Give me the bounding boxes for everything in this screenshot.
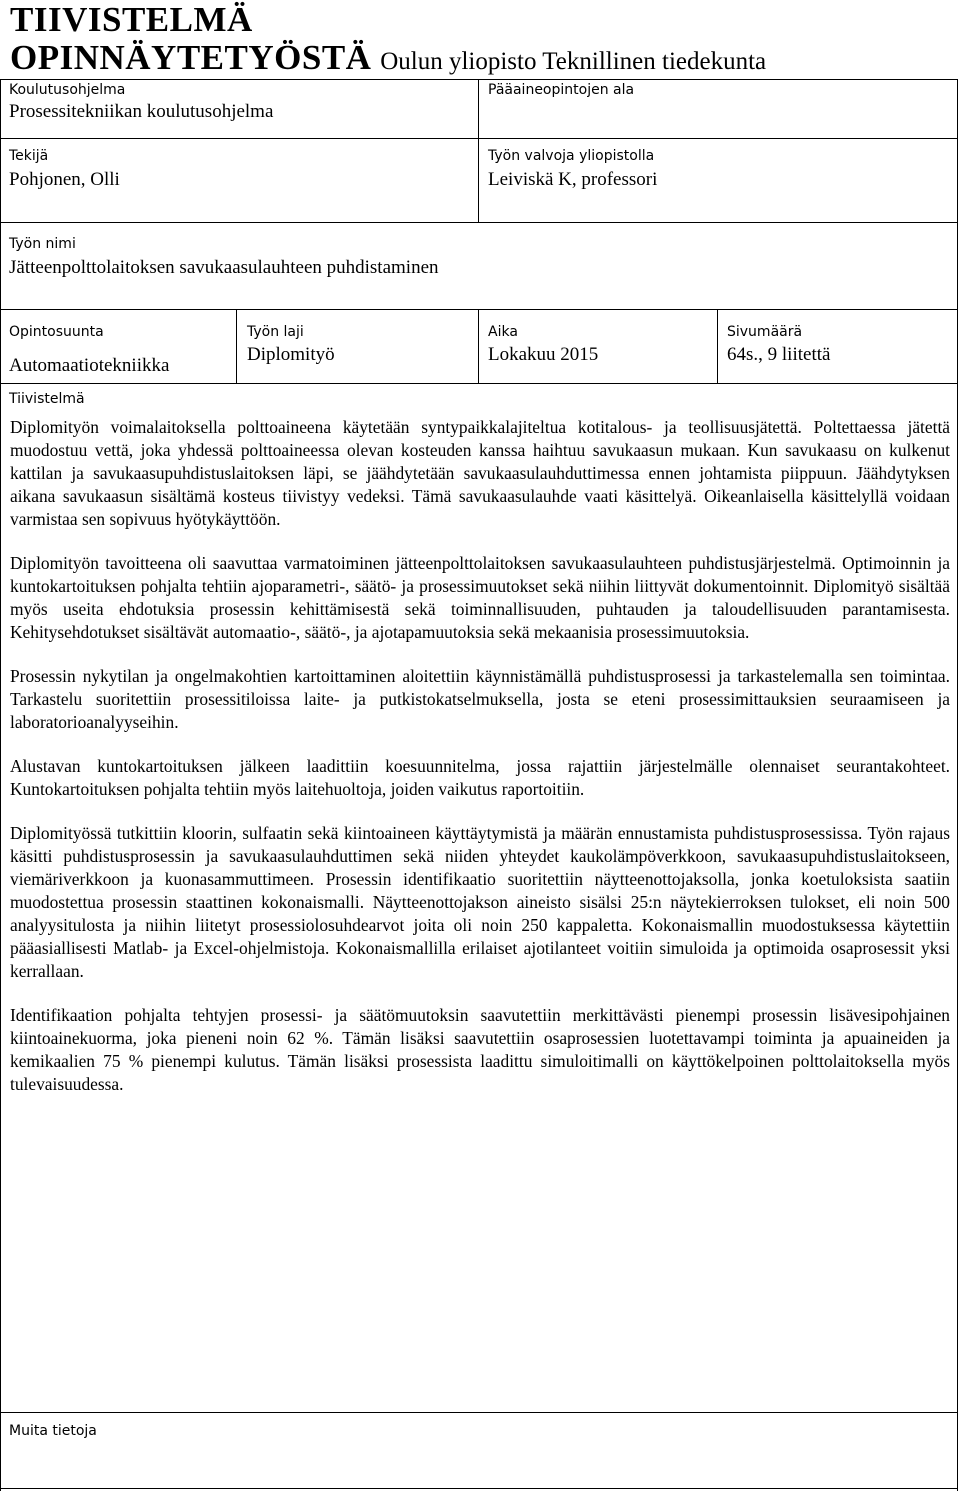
form-top-border bbox=[0, 79, 958, 80]
abstract-paragraph: Diplomityön voimalaitoksella polttoaineena käytetään syntypaikkalajiteltua kotitalous- ja teollisuusjätettä. Poltettaessa jätettä muodostuu vettä, joka yhdessä polttoaineessa olevan kosteuden kanssa haihtuu savukaasun mukaan. Kun savukaasu on kulkenut kattilan ja savukaasupuhdistuslaitoksen läpi, se jäähdytetään savukaasulauhduttimessa ennen johtamista piippuun. Jäähdytyksen aikana savukaasun sisältämä kosteus tiivistyy vedeksi. Tämä savukaasulauhde vaati käsittelyä. Oikeanlaisella käsittelyllä voidaan varmistaa sen sopivuus hyötykäyttöön. bbox=[10, 417, 950, 529]
abstract-paragraph: Diplomityössä tutkittiin kloorin, sulfaatin sekä kiintoaineen käyttäytymistä ja määrän ennustamista puhdistusprosessissa. Työn rajaus käsitti puhdistusprosessin ja savukaasulauhduttimen sekä niiden yhteydet kaukolämpöverkkoon, savukaasupuhdistuslaitokseen, viemäriverkkoon ja kuonasammuttimeen. Prosessin identifikaatio suoritettiin näytteenottojaksolla, jonka koetuloksista saatiin muodostettua prosessin staattinen kokonaismalli. Näytteenottojakson aineisto sisälsi 25:n näytekierroksen tulokset, eli noin 500 analyysitulosta ja niihin liitetyt prosessiolosuhdearvot joita oli noin 250 kappaletta. Kokonaismallin muodostuksessa käytettiin pääasiallisesti Matlab- ja Excel-ohjelmistoja. Kokonaismallilla erilaiset ajotilanteet voitiin simuloida ja optimoida osaprosessit yksi kerrallaan. bbox=[10, 823, 950, 981]
tyon-valvoja-label: Työn valvoja yliopistolla bbox=[488, 148, 655, 164]
row-divider-2 bbox=[0, 222, 958, 223]
tiivistelma-label: Tiivistelmä bbox=[9, 391, 85, 407]
abstract-paragraph: Prosessin nykytilan ja ongelmakohtien kartoittaminen aloitettiin käynnistämällä puhdistusprosessi ja tarkastelemalla sen toimintaa. Tarkastelu suoritettiin prosessitiloissa laite- ja putkistokatselmuksella, josta se eteni prosessimittauksien seuraamiseen ja laboratorioanalyyseihin. bbox=[10, 666, 950, 732]
abstract-paragraph: Alustavan kuntokartoituksen jälkeen laadittiin koesuunnitelma, jossa rajattiin järjestelmälle olennaiset seurantakohteet. Kuntokartoituksen pohjalta tehtiin myös laitehuoltoja, joiden vaikutus raportoitiin. bbox=[10, 756, 950, 799]
institution-name: Oulun yliopisto Teknillinen tiedekunta bbox=[380, 48, 767, 75]
tyon-nimi-label: Työn nimi bbox=[9, 236, 76, 252]
row-divider-1 bbox=[0, 138, 958, 139]
form-left-border bbox=[0, 79, 1, 1491]
title-line-2 bbox=[10, 38, 955, 82]
tyon-valvoja-value: Leiviskä K, professori bbox=[488, 169, 658, 190]
koulutusohjelma-value: Prosessitekniikan koulutusohjelma bbox=[9, 101, 274, 122]
abstract-text bbox=[10, 416, 950, 1117]
row-divider-3 bbox=[0, 309, 958, 310]
form-right-border bbox=[957, 79, 958, 1491]
row-divider-5 bbox=[0, 1412, 958, 1413]
form-bottom-border bbox=[0, 1488, 958, 1489]
opintosuunta-value: Automaatiotekniikka bbox=[9, 355, 170, 376]
sivumaara-value: 64s., 9 liitettä bbox=[727, 344, 831, 365]
col-divider-laji bbox=[236, 309, 237, 384]
aika-value: Lokakuu 2015 bbox=[488, 344, 599, 365]
title-line-1: TIIVISTELMÄ bbox=[10, 0, 253, 39]
abstract-paragraph: Identifikaation pohjalta tehtyjen prosessi- ja säätömuutoksin saavutettiin merkittävästi pienempi prosessin lisävesipohjainen kiintoainekuorma, joka pieneni noin 62 %. Tämän lisäksi saavutettiin osaprosessien luotettavampi toiminta ja apuaineiden ja kemikaalien 75 % pienempi kulutus. Tämän lisäksi prosessista laadittu simuloitimalli on käyttökelpoinen polttolaitoksella myös tulevaisuudessa. bbox=[10, 1005, 950, 1094]
col-divider-sivut bbox=[717, 309, 718, 384]
title-main: OPINNÄYTETYÖSTÄ bbox=[10, 38, 372, 77]
col-divider-top bbox=[478, 79, 479, 223]
sivumaara-label: Sivumäärä bbox=[727, 324, 803, 340]
tekija-label: Tekijä bbox=[9, 148, 49, 164]
aika-label: Aika bbox=[488, 324, 518, 340]
opintosuunta-label: Opintosuunta bbox=[9, 324, 104, 340]
col-divider-aika bbox=[478, 309, 479, 384]
abstract-paragraph: Diplomityön tavoitteena oli saavuttaa varmatoiminen jätteenpolttolaitoksen savukaasulauhteen puhdistusjärjestelmä. Optimoinnin ja kuntokartoituksen pohjalta tehtiin ajoparametri-, säätö- ja prosessimuutokset sekä niihin liittyvät dokumentoinnit. Diplomityö sisältää myös useita ehdotuksia prosessin kehittämisestä sekä toiminnallisuuden, puhtauden ja taloudellisuuden parantamisesta. Kehitysehdotukset sisältävät automaatio-, säätö-, ja ajotapamuutoksia sekä mekaanisia prosessimuutoksia. bbox=[10, 553, 950, 642]
document-title bbox=[10, 2, 955, 82]
tyon-laji-value: Diplomityö bbox=[247, 344, 335, 365]
paaaineopintojen-ala-label: Pääaineopintojen ala bbox=[488, 82, 635, 98]
tekija-value: Pohjonen, Olli bbox=[9, 169, 120, 190]
row-divider-4 bbox=[0, 383, 958, 384]
tyon-nimi-value: Jätteenpolttolaitoksen savukaasulauhteen puhdistaminen bbox=[9, 257, 439, 278]
muita-tietoja-label: Muita tietoja bbox=[9, 1423, 97, 1439]
tyon-laji-label: Työn laji bbox=[247, 324, 304, 340]
koulutusohjelma-label: Koulutusohjelma bbox=[9, 82, 126, 98]
